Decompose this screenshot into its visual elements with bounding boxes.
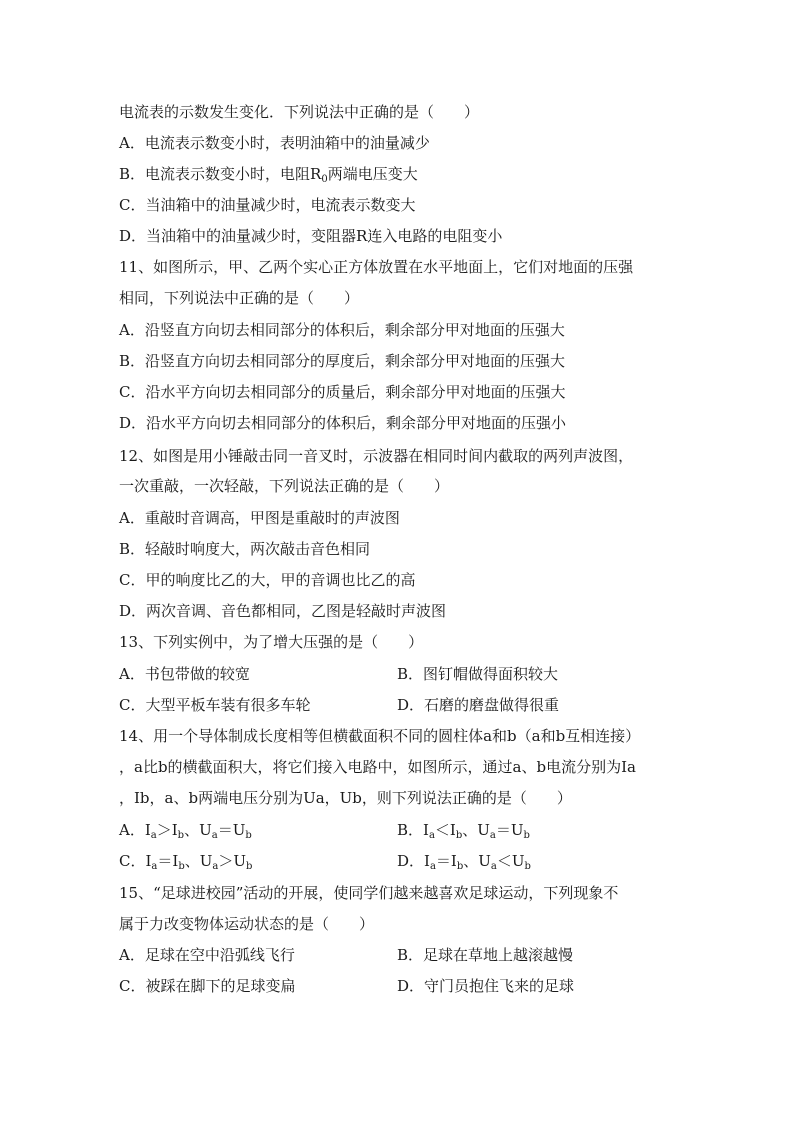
q14-c-part: 、U bbox=[184, 852, 213, 870]
q12-option-c: C．甲的响度比乙的大，甲的音调也比乙的高 bbox=[119, 571, 416, 589]
q13-option-b: B．图钉帽做得面积较大 bbox=[397, 665, 559, 683]
q15-stem-line2: 属于力改变物体运动状态的是（ ） bbox=[119, 915, 375, 933]
q12-option-d: D．两次音调、音色都相同，乙图是轻敲时声波图 bbox=[119, 602, 447, 620]
q14-c-part: C．I bbox=[119, 852, 152, 870]
q10-option-a: A．电流表示数变小时，表明油箱中的油量减少 bbox=[119, 134, 430, 152]
q11-stem-line1: 11、如图所示，甲、乙两个实心正方体放置在水平地面上，它们对地面的压强 bbox=[119, 258, 634, 276]
q14-a-part: ＞I bbox=[156, 821, 178, 839]
q14-option-c bbox=[119, 851, 252, 871]
q10-stem-continued: 电流表的示数发生变化．下列说法中正确的是（ ） bbox=[119, 103, 480, 121]
q12-stem-line1: 12、如图是用小锤敲击同一音叉时，示波器在相同时间内截取的两列声波图， bbox=[119, 447, 634, 465]
q13-option-a: A．书包带做的较宽 bbox=[119, 665, 250, 683]
q10-option-d: D．当油箱中的油量减少时，变阻器R连入电路的电阻变小 bbox=[119, 227, 503, 245]
q10-option-b bbox=[119, 164, 418, 184]
q14-d-sub: a bbox=[429, 861, 436, 872]
q11-option-b: B．沿竖直方向切去相同部分的厚度后，剩余部分甲对地面的压强大 bbox=[119, 352, 566, 370]
q14-stem-line2: ，a比b的横截面积大，将它们接入电路中，如图所示，通过a、b电流分别为Ia bbox=[119, 758, 636, 776]
q14-d-part: ＜U bbox=[496, 852, 525, 870]
q14-a-part: ＝U bbox=[217, 821, 246, 839]
q13-option-c: C．大型平板车装有很多车轮 bbox=[119, 696, 311, 714]
q14-d-sub: b bbox=[456, 861, 464, 872]
q14-d-part: D．I bbox=[397, 852, 430, 870]
q13-stem: 13、下列实例中，为了增大压强的是（ ） bbox=[119, 633, 424, 651]
q15-option-b: B．足球在草地上越滚越慢 bbox=[397, 946, 574, 964]
q11-option-a: A．沿竖直方向切去相同部分的体积后，剩余部分甲对地面的压强大 bbox=[119, 321, 565, 339]
q14-c-sub: a bbox=[212, 861, 219, 872]
q10-option-b-post: 两端电压变大 bbox=[327, 165, 418, 183]
q14-a-sub: a bbox=[150, 830, 157, 841]
q11-stem-line2: 相同，下列说法中正确的是（ ） bbox=[119, 289, 360, 307]
q14-a-part: 、U bbox=[184, 821, 212, 839]
q14-b-part: 、U bbox=[462, 821, 490, 839]
q14-stem-line3: ，Ib，a、b两端电压分别为Ua，Ub，则下列说法正确的是（ ） bbox=[119, 789, 572, 807]
q14-c-sub: a bbox=[151, 861, 158, 872]
q14-b-sub: b bbox=[523, 830, 530, 841]
q14-b-sub: b bbox=[455, 830, 463, 841]
q12-option-b: B．轻敲时响度大，两次敲击音色相同 bbox=[119, 540, 371, 558]
q14-a-sub: b bbox=[245, 830, 252, 841]
q12-stem-line2: 一次重敲，一次轻敲，下列说法正确的是（ ） bbox=[119, 477, 450, 495]
q14-d-part: 、U bbox=[463, 852, 491, 870]
q14-b-part: ＝U bbox=[495, 821, 524, 839]
q11-option-c: C．沿水平方向切去相同部分的质量后，剩余部分甲对地面的压强大 bbox=[119, 383, 566, 401]
q14-b-part: B．I bbox=[397, 821, 429, 839]
q14-a-sub: b bbox=[177, 830, 185, 841]
q12-option-a: A．重敲时音调高，甲图是重敲时的声波图 bbox=[119, 509, 400, 527]
q10-option-b-sub: 0 bbox=[321, 174, 328, 185]
q14-c-part: ＞U bbox=[218, 852, 246, 870]
q14-d-part: ＝I bbox=[435, 852, 457, 870]
q10-option-c: C．当油箱中的油量减少时，电流表示数变大 bbox=[119, 196, 416, 214]
q14-c-sub: b bbox=[246, 861, 253, 872]
q14-option-b bbox=[397, 820, 530, 840]
q13-option-d: D．石磨的磨盘做得很重 bbox=[397, 696, 560, 714]
q10-option-b-pre: B．电流表示数变小时，电阻R bbox=[119, 165, 322, 183]
q14-a-sub: a bbox=[211, 830, 218, 841]
q14-d-sub: b bbox=[524, 861, 531, 872]
q14-a-part: A．I bbox=[119, 821, 151, 839]
q14-option-d bbox=[397, 851, 531, 871]
q15-stem-line1: 15、“足球进校园”活动的开展，使同学们越来越喜欢足球运动，下列现象不 bbox=[119, 884, 619, 902]
q14-c-part: ＝I bbox=[157, 852, 179, 870]
q15-option-c: C．被踩在脚下的足球变扁 bbox=[119, 977, 296, 995]
q11-option-d: D．沿水平方向切去相同部分的体积后，剩余部分甲对地面的压强小 bbox=[119, 414, 567, 432]
q14-c-sub: b bbox=[178, 861, 185, 872]
q14-stem-line1: 14、用一个导体制成长度相等但横截面积不同的圆柱体a和b（a和b互相连接） bbox=[119, 727, 641, 745]
q15-option-a: A．足球在空中沿弧线飞行 bbox=[119, 946, 295, 964]
q14-b-part: ＜I bbox=[434, 821, 456, 839]
q14-option-a bbox=[119, 820, 252, 840]
q14-b-sub: a bbox=[428, 830, 435, 841]
q14-d-sub: a bbox=[490, 861, 497, 872]
q14-b-sub: a bbox=[489, 830, 496, 841]
q15-option-d: D．守门员抱住飞来的足球 bbox=[397, 977, 575, 995]
